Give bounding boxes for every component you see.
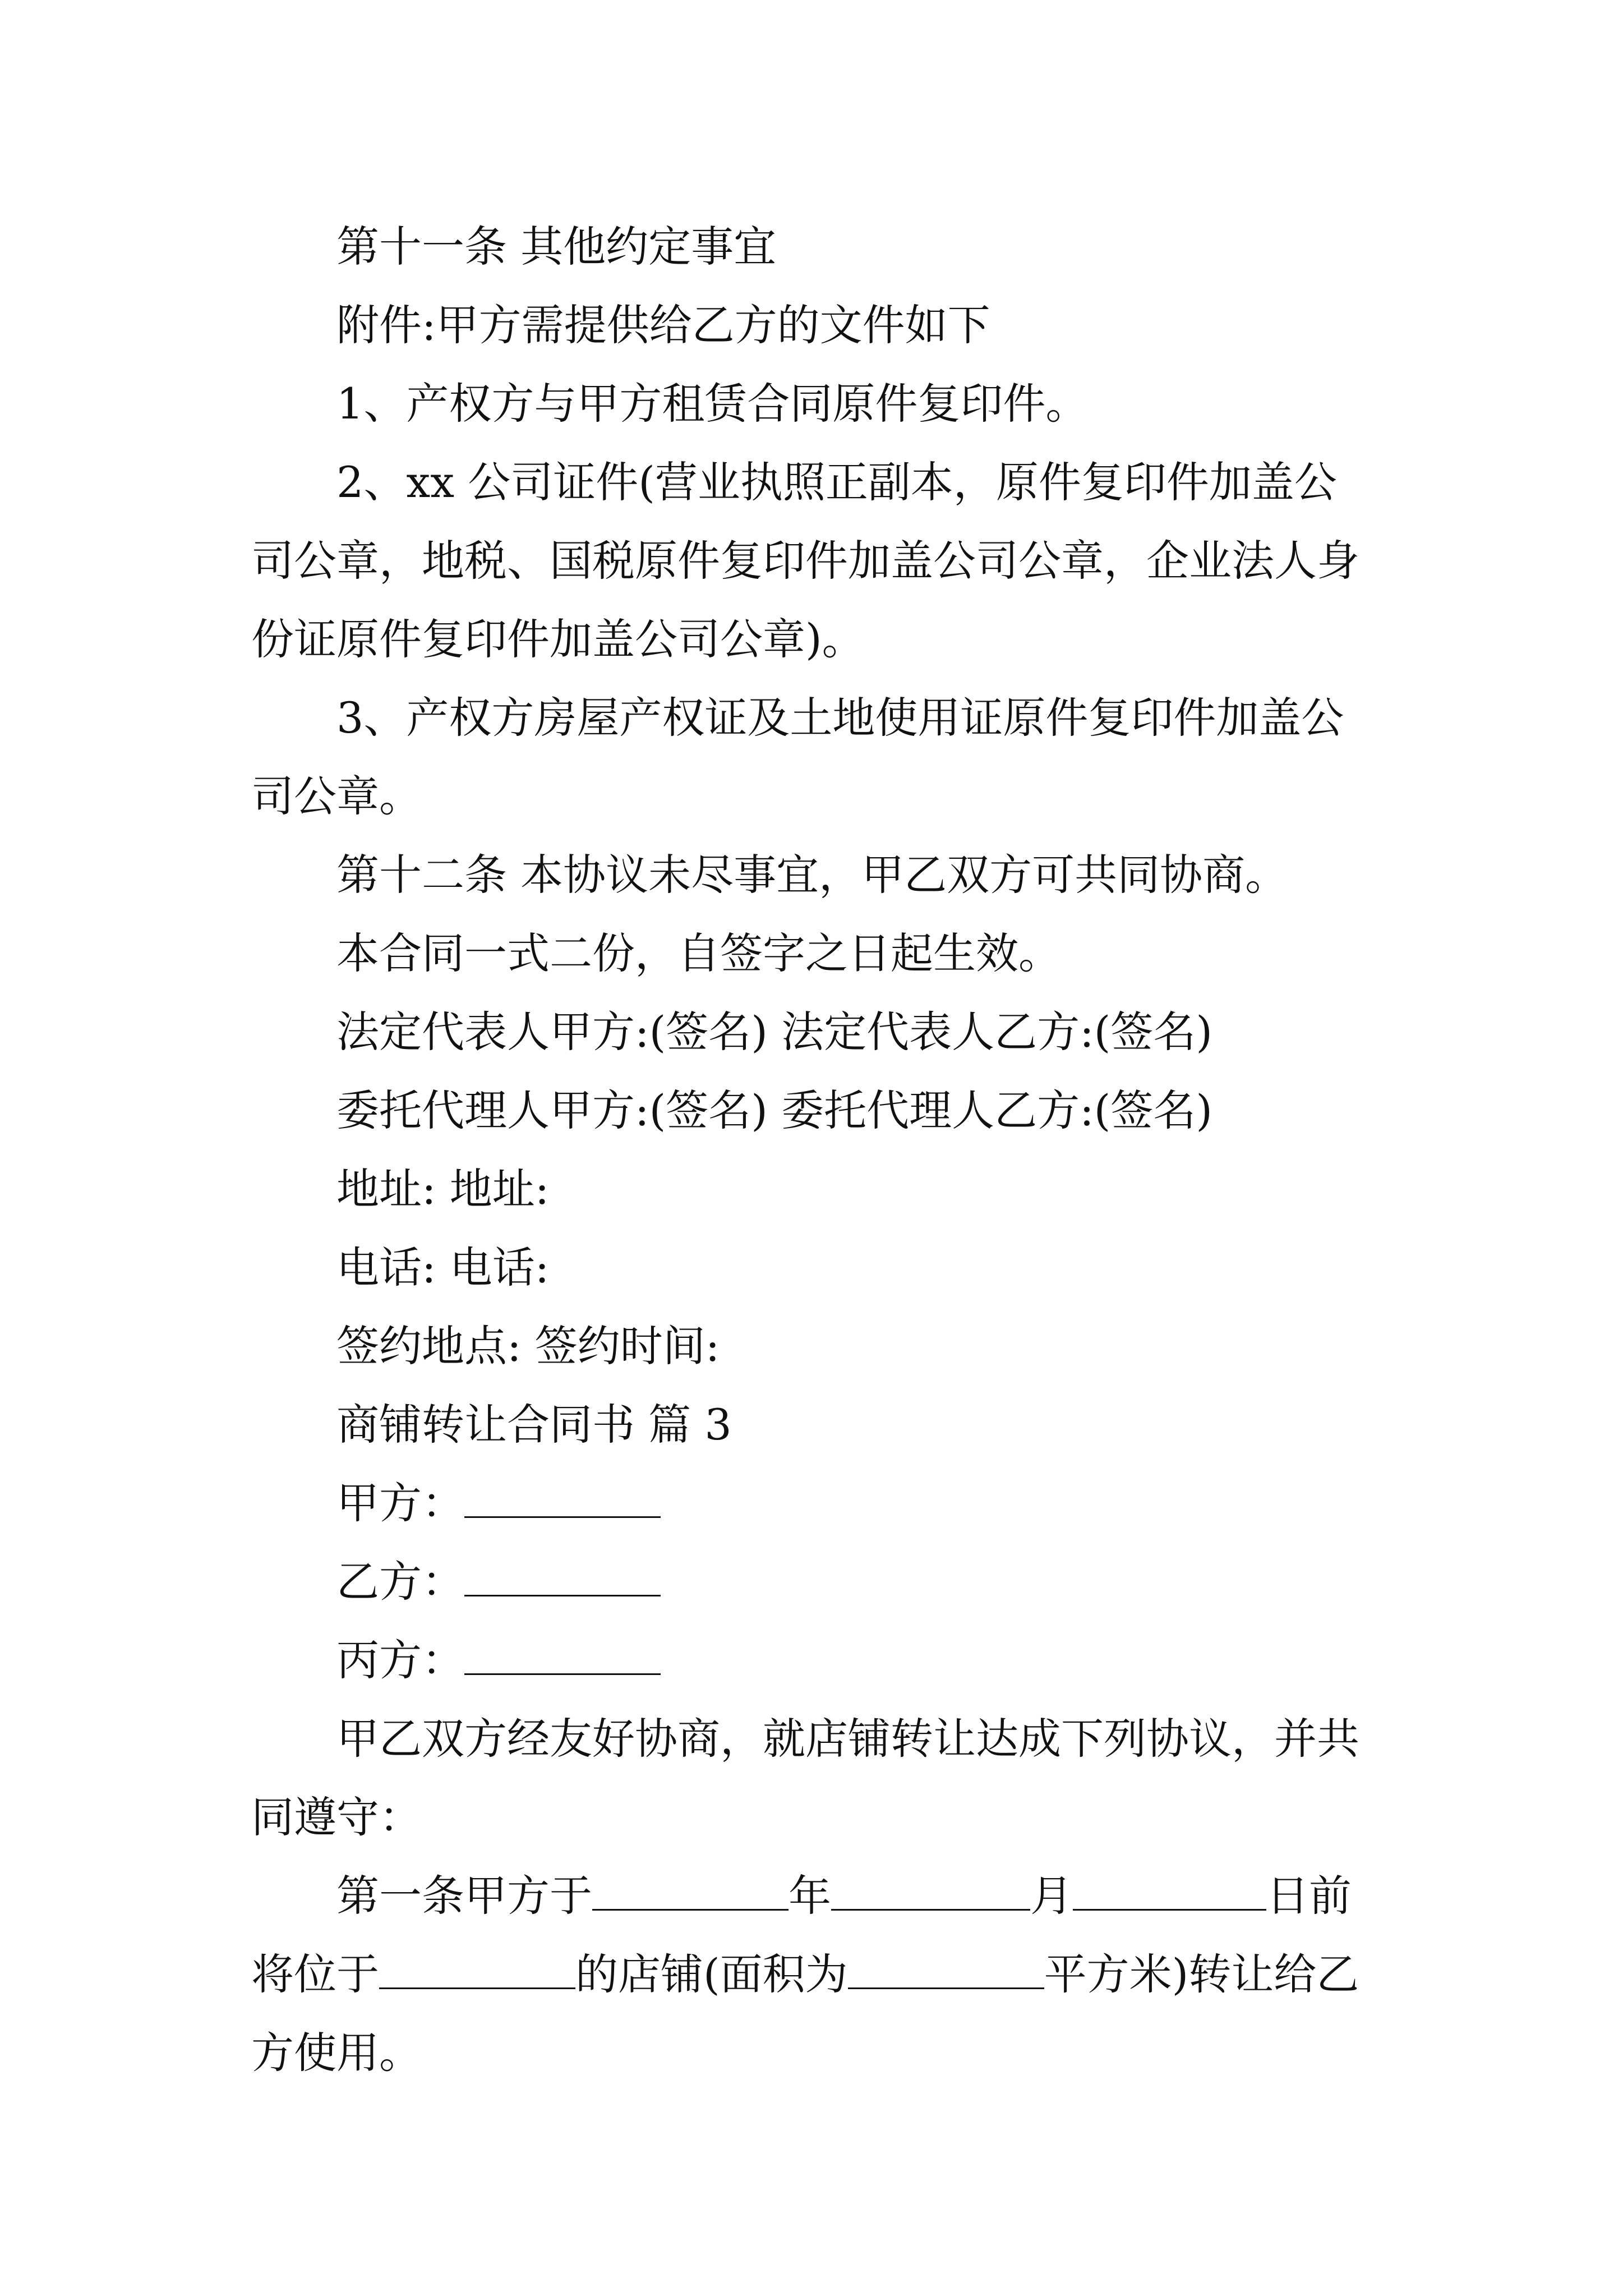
phone-line: 电话: 电话:	[336, 1243, 550, 1292]
party-c-label: 丙方：	[336, 1635, 464, 1685]
party-a-label: 甲方：	[336, 1478, 464, 1528]
article-1-text-e: 的店铺(面积为	[575, 1949, 848, 1999]
article-1-text-d: 日前将位于	[251, 1871, 1352, 1999]
attachment-item-1: 1、产权方与甲方租赁合同原件复印件。	[336, 379, 1089, 429]
article-11-heading: 第十一条 其他约定事宜	[336, 222, 777, 272]
location-blank	[379, 1946, 575, 1989]
attachment-intro: 附件:甲方需提供给乙方的文件如下	[336, 300, 990, 350]
section-title: 商铺转让合同书 篇 3	[336, 1400, 732, 1450]
party-b-blank	[464, 1553, 661, 1596]
article-1-text-f: 平方米)转让给乙方使用。	[251, 1949, 1359, 2078]
article-1-text-b: 年	[789, 1871, 831, 1921]
year-blank	[592, 1867, 789, 1911]
document-body	[251, 208, 1374, 2092]
copies-clause: 本合同一式二份，自签字之日起生效。	[336, 928, 1061, 978]
attachment-item-2: 2、xx 公司证件(营业执照正副本，原件复印件加盖公司公章，地税、国税原件复印件加盖公司公章，企业法人身份证原件复印件加盖公司公章)。	[251, 457, 1359, 664]
party-c-line	[251, 1621, 1374, 1700]
area-blank	[848, 1946, 1044, 1989]
attachment-item-3: 3、产权方房屋产权证及土地使用证原件复印件加盖公司公章。	[251, 693, 1344, 821]
party-b-line	[251, 1543, 1374, 1621]
day-blank	[1073, 1867, 1266, 1911]
legal-rep-signature-line: 法定代表人甲方:(签名) 法定代表人乙方:(签名)	[336, 1007, 1212, 1057]
agreement-preamble: 甲乙双方经友好协商，就店铺转让达成下列协议，并共同遵守：	[251, 1714, 1359, 1842]
agent-signature-line: 委托代理人甲方:(签名) 委托代理人乙方:(签名)	[336, 1085, 1212, 1135]
article-12: 第十二条 本协议未尽事宜，甲乙双方可共同协商。	[336, 850, 1288, 900]
month-blank	[831, 1867, 1030, 1911]
party-a-line	[251, 1464, 1374, 1543]
article-1	[251, 1857, 1374, 2092]
article-1-text-c: 月	[1030, 1871, 1073, 1921]
article-1-text-a: 第一条甲方于	[336, 1871, 592, 1921]
party-c-blank	[464, 1632, 661, 1675]
address-line: 地址: 地址:	[336, 1164, 550, 1214]
party-b-label: 乙方：	[336, 1557, 464, 1607]
party-a-blank	[464, 1475, 661, 1518]
signing-place-time-line: 签约地点: 签约时间:	[336, 1321, 720, 1371]
